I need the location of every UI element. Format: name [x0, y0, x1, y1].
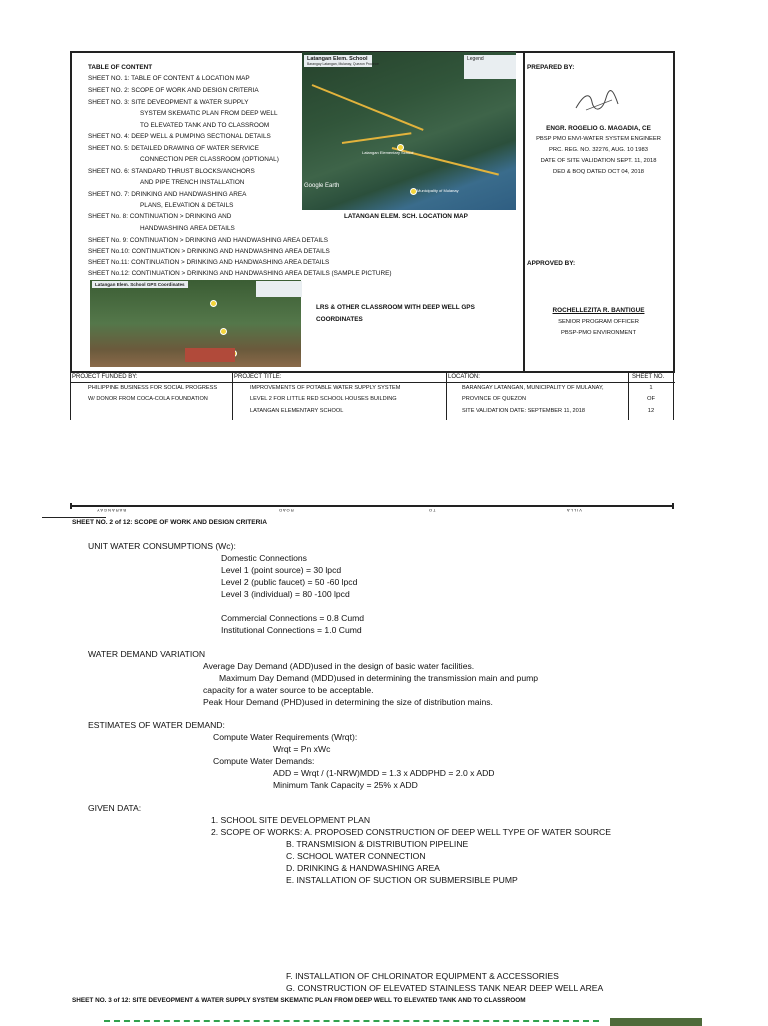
map-subtitle: Barangay Latangan, Mulanay, Quezon Province: [307, 62, 379, 66]
wrqt-formula: Wrqt = Pn xWc: [273, 744, 331, 754]
prepared-by-title: PBSP PMO ENVI-WATER SYSTEM ENGINEER: [536, 136, 661, 142]
mdd-definition-line1: Maximum Day Demand (MDD)used in determining the transmission main and pump: [219, 673, 539, 683]
mdd-definition-line2: capacity for a water source to be acceptable.: [203, 685, 374, 695]
location-line3: SITE VALIDATION DATE: SEPTEMBER 11, 2018: [462, 408, 585, 414]
rotated-label: ROAD: [278, 508, 294, 513]
prepared-by-ded: DED & BOQ DATED OCT 04, 2018: [553, 169, 644, 175]
gps-map-caption-line1: LRS & OTHER CLASSROOM WITH DEEP WELL GPS: [316, 304, 475, 311]
gps-map-image: [90, 280, 301, 367]
toc-line: SHEET NO. 3: SITE DEVEOPMENT & WATER SUPPLY: [88, 99, 249, 106]
phd-definition: Peak Hour Demand (PHD)used in determining the size of distribution mains.: [203, 697, 493, 707]
gps-map-caption-line2: COORDINATES: [316, 316, 363, 323]
funded-by-line2: W/ DONOR FROM COCA-COLA FOUNDATION: [88, 396, 208, 402]
sheet2-header: SHEET NO. 2 of 12: SCOPE OF WORK AND DESIGN CRITERIA: [72, 519, 268, 526]
commercial-connections: Commercial Connections = 0.8 Cumd: [221, 613, 365, 623]
project-title-line3: LATANGAN ELEMENTARY SCHOOL: [250, 408, 344, 414]
compute-requirements: Compute Water Requirements (Wrqt):: [213, 732, 358, 742]
demand-formula: ADD = Wrqt / (1-NRW)MDD = 1.3 x ADDPHD = 2.0 x ADD: [273, 768, 495, 778]
level-3: Level 3 (individual) = 80 -100 lpcd: [221, 589, 350, 599]
frame-divider-vertical: [523, 51, 525, 372]
map-road: [312, 84, 424, 131]
minimum-tank-capacity: Minimum Tank Capacity = 25% x ADD: [273, 780, 418, 790]
sheet2-underline: [42, 517, 106, 518]
sheet3-photo-edge: [610, 1018, 702, 1026]
toc-line: SHEET No. 8: CONTINUATION > DRINKING AND: [88, 213, 232, 220]
compute-demands: Compute Water Demands:: [213, 756, 315, 766]
toc-line: SHEET NO. 5: DETAILED DRAWING OF WATER SERVICE: [88, 145, 259, 152]
institutional-connections: Institutional Connections = 1.0 Cumd: [221, 625, 362, 635]
gps-map-title-box: [92, 281, 188, 288]
given-item: G. CONSTRUCTION OF ELEVATED STAINLESS TANK NEAR DEEP WELL AREA: [286, 983, 604, 993]
toc-line: PLANS, ELEVATION & DETAILS: [140, 202, 234, 209]
toc-line: CONNECTION PER CLASSROOM (OPTIONAL): [140, 156, 279, 163]
toc-line: SHEET NO. 1: TABLE OF CONTENT & LOCATION MAP: [88, 75, 250, 82]
frame-right: [673, 51, 675, 372]
rotated-label: VILLA: [566, 508, 582, 513]
toc-line: SHEET No.11: CONTINUATION > DRINKING AND HANDWASHING AREA DETAILS: [88, 259, 330, 266]
rotated-label: TO: [428, 508, 436, 513]
approved-by-office: PBSP-PMO ENVIRONMENT: [560, 330, 637, 336]
footer-header-border: [70, 382, 675, 383]
signature-image: [572, 88, 622, 118]
map-pin-lgu: [410, 188, 417, 195]
map-label-lgu: Municipality of Mulanay: [417, 188, 459, 193]
location-label: LOCATION:: [448, 374, 480, 380]
project-title-line2: LEVEL 2 FOR LITTLE RED SCHOOL HOUSES BUILDING: [250, 396, 397, 402]
given-item: C. SCHOOL WATER CONNECTION: [286, 851, 426, 861]
funded-by-line1: PHILIPPINE BUSINESS FOR SOCIAL PROGRESS: [88, 385, 218, 391]
gps-map-building: [185, 348, 235, 362]
gps-pin: [220, 328, 227, 335]
project-title-label: PROJECT TITLE:: [234, 374, 282, 380]
given-item: 2. SCOPE OF WORKS: A. PROPOSED CONSTRUCTION OF DEEP WELL TYPE OF WATER SOURCE: [211, 827, 611, 837]
footer-cell-divider: [673, 372, 674, 420]
footer-cell-divider: [446, 372, 447, 420]
map-title-box: [304, 55, 379, 67]
toc-line: SHEET No. 9: CONTINUATION > DRINKING AND HANDWASHING AREA DETAILS: [88, 237, 328, 244]
given-item: B. TRANSMISION & DISTRIBUTION PIPELINE: [286, 839, 469, 849]
approved-by-label: APPROVED BY:: [527, 260, 576, 267]
estimates-heading: ESTIMATES OF WATER DEMAND:: [88, 720, 225, 730]
sheet2-left-tick: [70, 503, 72, 509]
location-line1: BARANGAY LATANGAN, MUNICIPALITY OF MULANAY,: [462, 385, 604, 391]
funded-by-label: PROJECT FUNDED BY:: [72, 374, 138, 380]
sheet-no-label: SHEET NO.: [632, 374, 665, 380]
footer-cell-divider: [232, 372, 233, 420]
map-legend-title: Legend: [467, 56, 484, 62]
unit-consumption-heading: UNIT WATER CONSUMPTIONS (Wc):: [88, 541, 236, 551]
toc-line: SYSTEM SKEMATIC PLAN FROM DEEP WELL: [140, 110, 278, 117]
map-label-school: Latangan Elementary School: [362, 150, 414, 155]
prepared-by-name: ENGR. ROGELIO G. MAGADIA, CE: [546, 125, 651, 132]
sheet3-dashed-boundary: [104, 1020, 599, 1022]
sheet-total: 12: [647, 408, 655, 414]
prepared-by-label: PREPARED BY:: [527, 64, 575, 71]
given-item: D. DRINKING & HANDWASHING AREA: [286, 863, 440, 873]
given-item: 1. SCHOOL SITE DEVELOPMENT PLAN: [211, 815, 371, 825]
footer-cell-divider: [70, 372, 71, 420]
approved-by-title: SENIOR PROGRAM OFFICER: [558, 319, 639, 325]
toc-line: SHEET NO. 7: DRINKING AND HANDWASHING AREA: [88, 191, 247, 198]
gps-map-legend: [256, 281, 302, 297]
gps-pin: [210, 300, 217, 307]
given-data-heading: GIVEN DATA:: [88, 803, 142, 813]
toc-line: TO ELEVATED TANK AND TO CLASSROOM: [140, 122, 270, 129]
sheet2-right-tick: [672, 503, 674, 509]
toc-line: SHEET No.12: CONTINUATION > DRINKING AND HANDWASHING AREA DETAILS (SAMPLE PICTURE): [88, 270, 392, 277]
toc-line: AND PIPE TRENCH INSTALLATION: [140, 179, 245, 186]
toc-line: HANDWASHING AREA DETAILS: [140, 225, 235, 232]
toc-line: SHEET NO. 6: STANDARD THRUST BLOCKS/ANCHORS: [88, 168, 255, 175]
sheet3-header: SHEET NO. 3 of 12: SITE DEVEOPMENT & WATER SUPPLY SYSTEM SKEMATIC PLAN FROM DEEP WELL TO ELEVATED TANK AND TO CLASSROOM: [72, 997, 526, 1004]
prepared-by-validation: DATE OF SITE VALIDATION SEPT. 11, 2018: [540, 158, 657, 164]
location-line2: PROVINCE OF QUEZON: [462, 396, 527, 402]
sheet-no-value: 1: [649, 385, 653, 391]
project-title-line1: IMPROVEMENTS OF POTABLE WATER SUPPLY SYSTEM: [250, 385, 401, 391]
map-title: Latangan Elem. School: [307, 56, 368, 62]
toc-line: SHEET NO. 4: DEEP WELL & PUMPING SECTIONAL DETAILS: [88, 133, 271, 140]
sheet-of: OF: [646, 396, 656, 402]
frame-left: [70, 51, 72, 372]
approved-by-name: ROCHELLEZITA R. BANTIGUE: [552, 307, 645, 314]
map-legend-box: [464, 55, 516, 79]
toc-heading: TABLE OF CONTENT: [88, 64, 153, 71]
level-2: Level 2 (public faucet) = 50 -60 lpcd: [221, 577, 358, 587]
sheet2-top-border: [70, 505, 674, 507]
given-item: F. INSTALLATION OF CHLORINATOR EQUIPMENT & ACCESSORIES: [286, 971, 559, 981]
toc-line: SHEET NO. 2: SCOPE OF WORK AND DESIGN CRITERIA: [88, 87, 259, 94]
rotated-label: BARANGAY: [96, 508, 126, 513]
gps-map-title: Latangan Elem. School GPS Coordinates: [95, 282, 185, 287]
location-map-caption: LATANGAN ELEM. SCH. LOCATION MAP: [344, 213, 468, 220]
map-road: [342, 132, 412, 144]
footer-top-border: [70, 372, 675, 373]
prepared-by-prc: PRC. REG. NO. 32276, AUG. 10 1983: [549, 147, 648, 153]
add-definition: Average Day Demand (ADD)used in the design of basic water facilities.: [203, 661, 475, 671]
map-brand: Google Earth: [304, 183, 340, 189]
water-demand-variation-heading: WATER DEMAND VARIATION: [88, 649, 206, 659]
toc-line: SHEET No.10: CONTINUATION > DRINKING AND HANDWASHING AREA DETAILS: [88, 248, 330, 255]
location-map-image: [302, 52, 516, 210]
domestic-connections: Domestic Connections: [221, 553, 307, 563]
given-item: E. INSTALLATION OF SUCTION OR SUBMERSIBLE PUMP: [286, 875, 518, 885]
level-1: Level 1 (point source) = 30 lpcd: [221, 565, 342, 575]
